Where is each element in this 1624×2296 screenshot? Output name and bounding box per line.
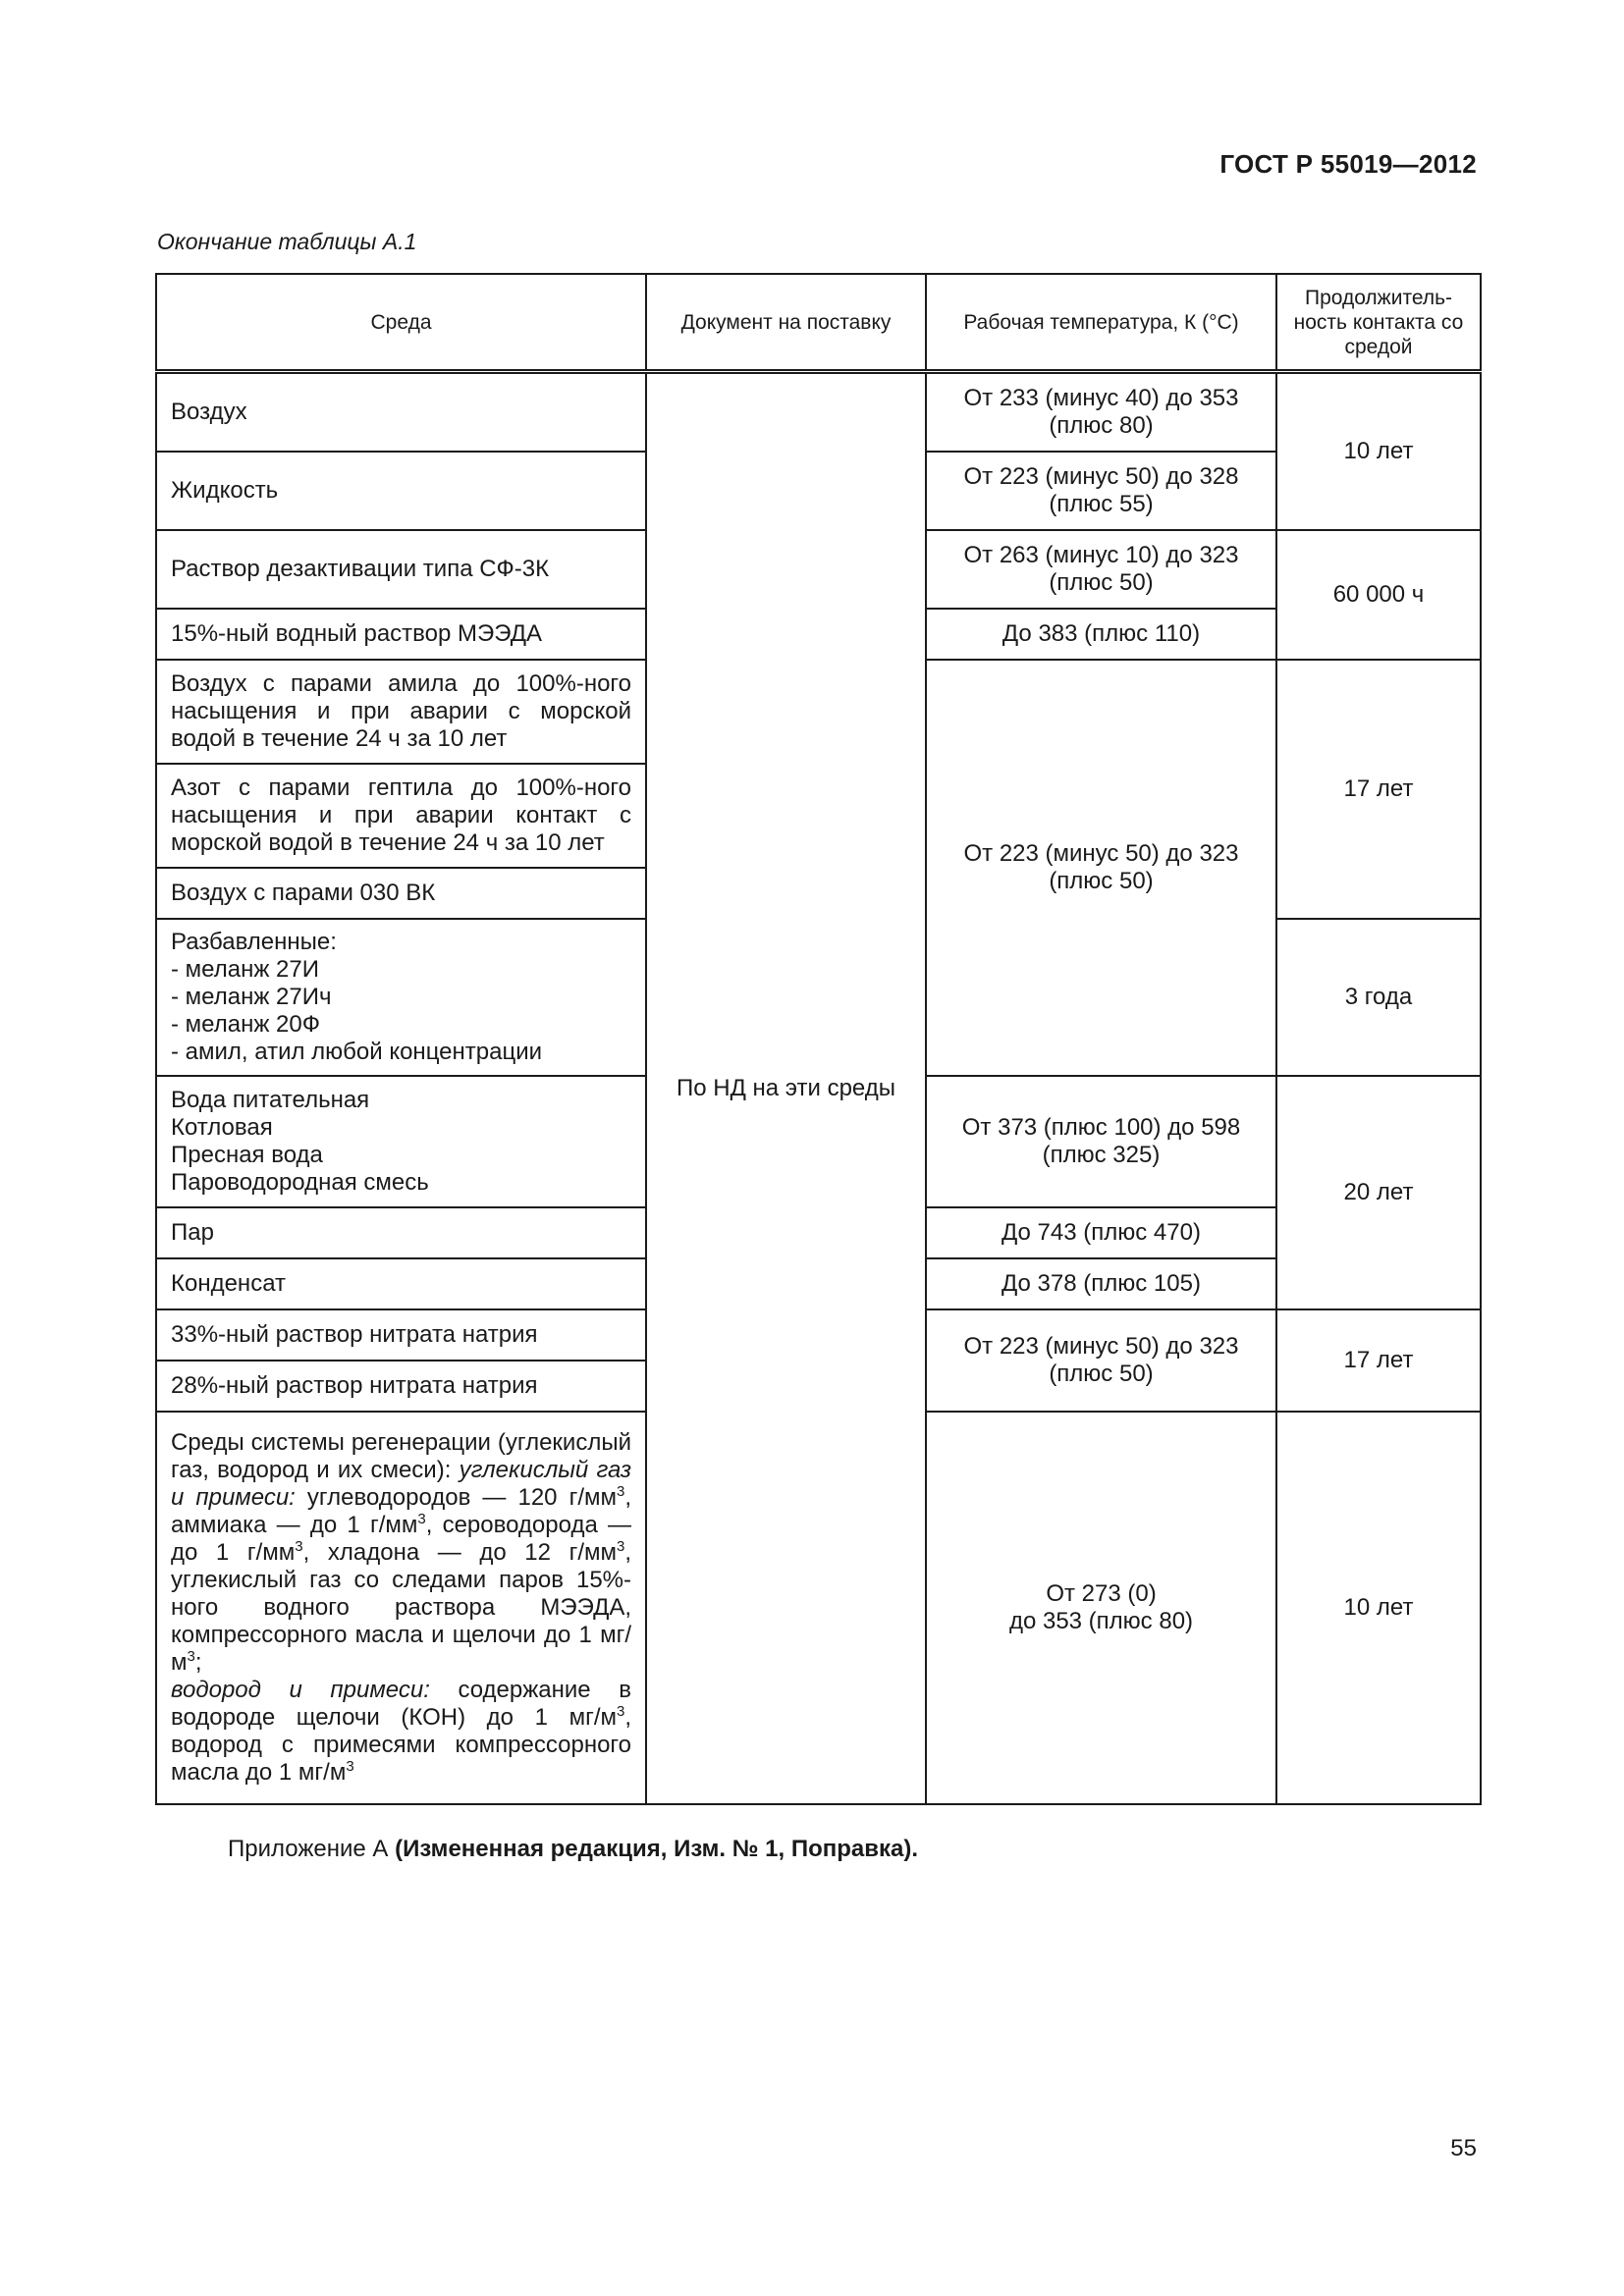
cell-duration: 17 лет (1276, 1309, 1481, 1412)
cell-medium: Воздух с парами 030 ВК (156, 868, 646, 919)
cell-document: По НД на эти среды (646, 372, 926, 1805)
cell-medium: Воздух (156, 372, 646, 453)
regen-text: , сероводорода — до 1 г/мм (171, 1512, 631, 1566)
list-item: - меланж 20Ф (171, 1011, 320, 1038)
cell-medium: Жидкость (156, 452, 646, 530)
regen-text: ; (194, 1649, 202, 1676)
cell-duration: 60 000 ч (1276, 530, 1481, 660)
superscript: 3 (295, 1538, 303, 1555)
list-item: Вода питательная (171, 1087, 370, 1113)
list-item: Пресная вода (171, 1142, 323, 1168)
cell-medium: 28%-ный раствор нитрата натрия (156, 1361, 646, 1412)
list-item: - меланж 27Ич (171, 984, 332, 1010)
cell-temperature: От 233 (минус 40) до 353 (плюс 80) (926, 372, 1276, 453)
superscript: 3 (417, 1511, 426, 1527)
regen-text: , хладона — до 12 г/мм (302, 1539, 617, 1566)
col-header-document: Документ на поставку (646, 274, 926, 372)
col-header-temperature: Рабочая температура, К (°С) (926, 274, 1276, 372)
footnote-bold: (Измененная редакция, Изм. № 1, Поправка). (395, 1836, 919, 1862)
cell-temperature: От 223 (минус 50) до 323 (плюс 50) (926, 660, 1276, 1076)
cell-duration: 10 лет (1276, 372, 1481, 531)
col-header-medium: Среда (156, 274, 646, 372)
list-item: - амил, атил любой концентрации (171, 1039, 543, 1065)
cell-medium (156, 919, 646, 1076)
superscript: 3 (616, 1483, 625, 1500)
regen-text-italic: водород и примеси: (171, 1677, 430, 1703)
cell-medium: 15%-ный водный раствор МЭЭДА (156, 609, 646, 660)
table-header-row (156, 274, 1481, 372)
regen-text: , углекислый газ со следами паров 15%-ного водного раствора МЭЭДА, компрессорного масла и щелочи до 1 мг/м (171, 1539, 632, 1676)
superscript: 3 (617, 1538, 625, 1555)
cell-temperature: От 373 (плюс 100) до 598 (плюс 325) (926, 1076, 1276, 1207)
cell-temperature: До 743 (плюс 470) (926, 1207, 1276, 1258)
cell-duration: 3 года (1276, 919, 1481, 1076)
cell-temperature: От 263 (минус 10) до 323 (плюс 50) (926, 530, 1276, 609)
cell-temperature (926, 1412, 1276, 1804)
cell-medium: Конденсат (156, 1258, 646, 1309)
regen-text: Среды системы регенерации (углекислый газ, водород и их смеси): (171, 1429, 631, 1483)
cell-medium: Воздух с парами амила до 100%-ного насыщения и при аварии с морской водой в течение 24 ч за 10 лет (156, 660, 646, 764)
temp-line: От 273 (0) (1046, 1580, 1157, 1607)
diluted-title: Разбавленные: (171, 929, 337, 955)
cell-duration: 20 лет (1276, 1076, 1481, 1309)
table-caption: Окончание таблицы А.1 (157, 229, 417, 254)
cell-medium: Раствор дезактивации типа СФ-3К (156, 530, 646, 609)
cell-temperature: От 223 (минус 50) до 328 (плюс 55) (926, 452, 1276, 530)
cell-temperature: От 223 (минус 50) до 323 (плюс 50) (926, 1309, 1276, 1412)
regen-text-italic: углекислый газ и примеси: (171, 1457, 631, 1511)
table-row (156, 372, 1481, 453)
cell-medium (156, 1412, 646, 1804)
list-item: Пароводородная смесь (171, 1169, 429, 1196)
media-table (155, 273, 1482, 1805)
cell-medium: 33%-ный раствор нитрата натрия (156, 1309, 646, 1361)
superscript: 3 (346, 1758, 354, 1775)
cell-temperature: До 378 (плюс 105) (926, 1258, 1276, 1309)
temp-line: до 353 (плюс 80) (1008, 1608, 1194, 1634)
regen-text: содержание в водороде щелочи (КОН) до 1 мг/м (171, 1677, 631, 1731)
cell-medium: Пар (156, 1207, 646, 1258)
footnote (228, 1836, 918, 1863)
list-item: Котловая (171, 1114, 273, 1141)
col-header-duration: Продолжитель-ность контакта со средой (1276, 274, 1481, 372)
standard-code: ГОСТ Р 55019—2012 (1219, 149, 1477, 179)
cell-duration: 10 лет (1276, 1412, 1481, 1804)
list-item: - меланж 27И (171, 956, 319, 983)
cell-temperature: До 383 (плюс 110) (926, 609, 1276, 660)
regen-text: , водород с примесями компрессорного масла до 1 мг/м (171, 1704, 631, 1786)
cell-medium (156, 1076, 646, 1207)
superscript: 3 (616, 1703, 625, 1720)
page-number: 55 (1450, 2135, 1477, 2162)
footnote-prefix: Приложение А (228, 1836, 396, 1862)
cell-duration: 17 лет (1276, 660, 1481, 919)
superscript: 3 (187, 1648, 195, 1665)
cell-medium: Азот с парами гептила до 100%-ного насыщения и при аварии контакт с морской водой в течение 24 ч за 10 лет (156, 764, 646, 868)
regen-text: углеводородов — 120 г/мм (306, 1484, 617, 1511)
regen-text: , аммиака — до 1 г/мм (171, 1484, 631, 1538)
